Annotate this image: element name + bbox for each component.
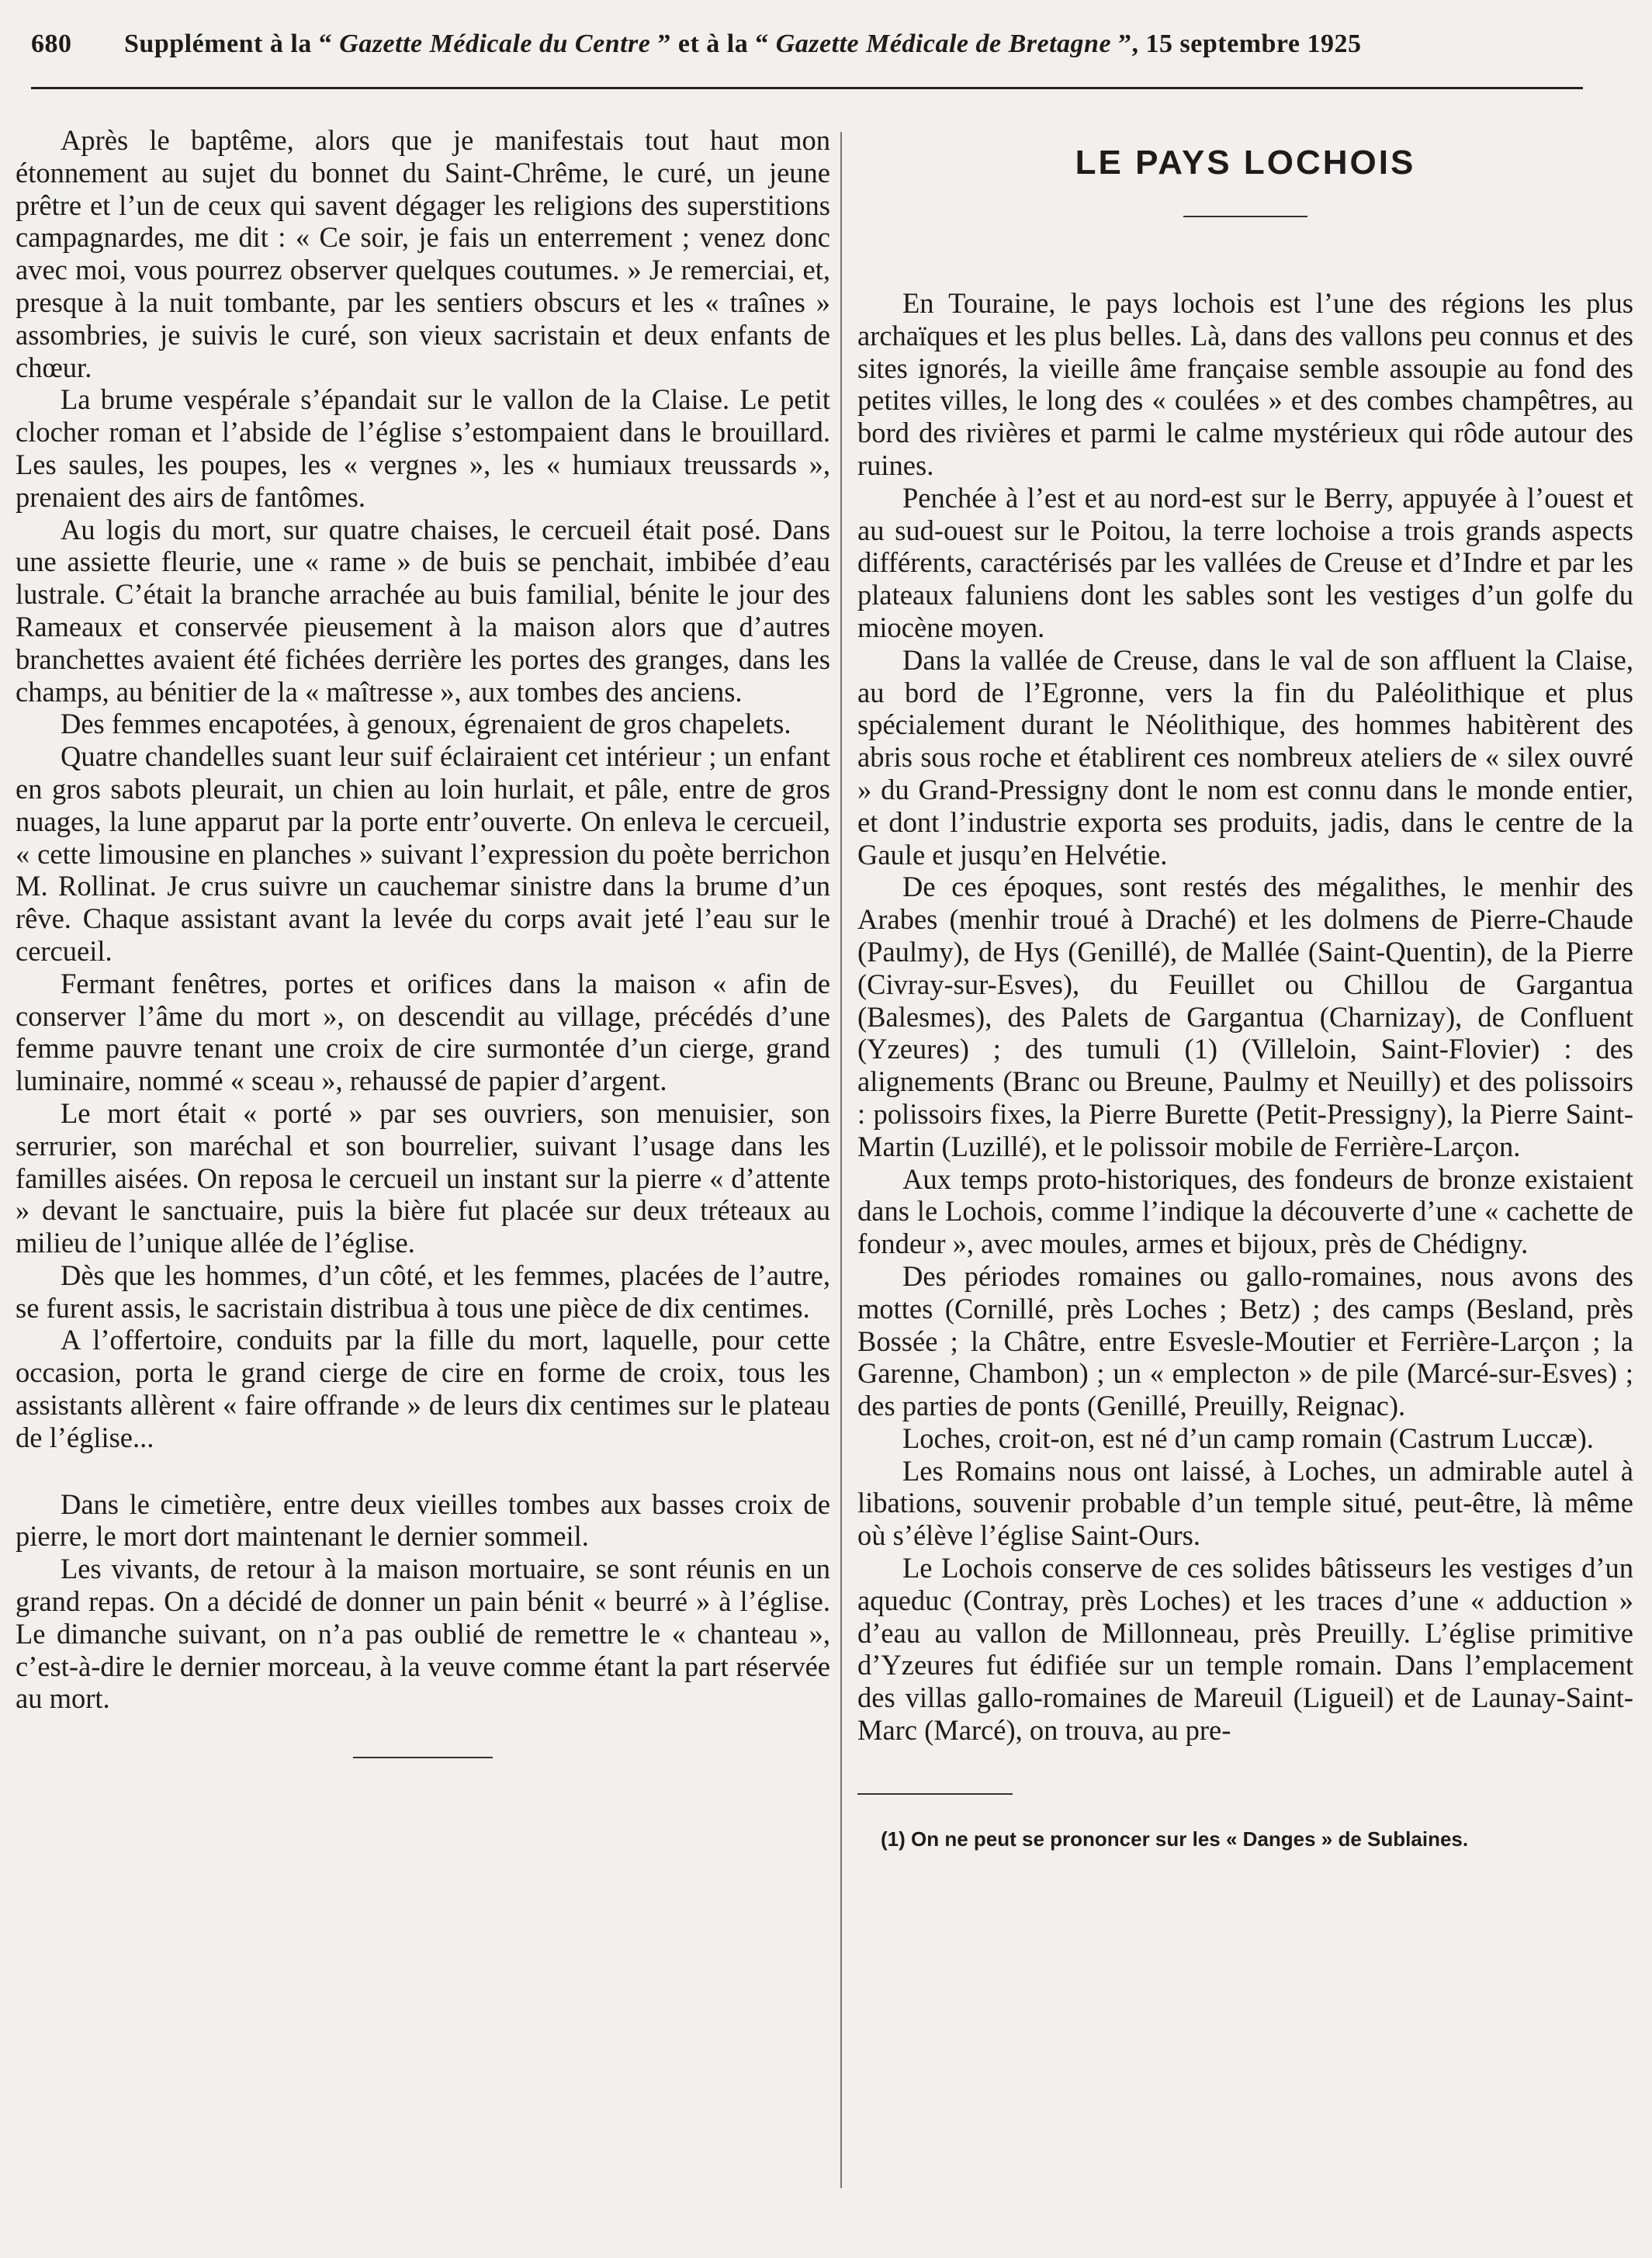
right-column	[857, 132, 1633, 1852]
paragraph: Le mort était « porté » par ses ouvriers, son menuisier, son serrurier, son maréchal et son bourrelier, suivant l’usage dans les familles aisées. On reposa le cercueil un instant sur la pierre « d’attente » devant le sanctuaire, puis la bière fut placée sur deux tréteaux au milieu de l’unique allée de l’église.	[16, 1096, 830, 1259]
running-head	[31, 29, 1583, 68]
journal-name-bretagne: Gazette Médicale de Bretagne	[775, 29, 1112, 58]
header-date: ”, 15 septembre 1925	[1111, 29, 1362, 58]
paragraph: A l’offertoire, conduits par la fille du mort, laquelle, pour cette occasion, porta le grand cierge de cire en forme de croix, tous les assistants allèrent « faire offrande » de leurs dix centimes sur le plateau de l’église...	[16, 1324, 830, 1453]
paragraph: Dans la vallée de Creuse, dans le val de son affluent la Claise, au bord de l’Egronne, vers la fin du Paléolithique et plus spécialement durant le Néolithique, des hommes habitèrent des abris sous roche et établirent ces nombreux ateliers de « silex ouvré » du Grand-Pressigny dont le nom est connu dans le monde entier, et dont l’industrie exporta ses produits, jadis, dans le centre de la Gaule et jusqu’en Helvétie.	[857, 643, 1633, 871]
paragraph: La brume vespérale s’épandait sur le vallon de la Claise. Le petit clocher roman et l’abside de l’église s’estompaient dans le brouillard. Les saules, les poupes, les « vergnes », les « humiaux treussards », prenaient des airs de fantômes.	[16, 383, 830, 513]
left-column	[16, 124, 830, 1758]
journal-name-centre: Gazette Médicale du Centre	[339, 29, 651, 58]
title-rule	[1183, 216, 1307, 217]
paragraph: Des femmes encapotées, à genoux, égrenaient de gros chapelets.	[61, 708, 791, 740]
paragraph: Après le baptême, alors que je manifestais tout haut mon étonnement au sujet du bonnet du Saint-Chrême, le curé, un jeune prêtre et l’un de ceux qui savent dégager les religions des superstitions campagnardes, me dit : « Ce soir, je fais un enterrement ; venez donc avec moi, vous pourrez observer quelques coutumes. » Je remerciai, et, presque à la nuit tombante, par les sentiers obscurs et les « traînes » assombries, je suivis le curé, son vieux sacristain et deux enfants de chœur.	[16, 124, 830, 383]
paragraph: Dans le cimetière, entre deux vieilles tombes aux basses croix de pierre, le mort dort maintenant le dernier sommeil.	[16, 1487, 830, 1553]
header-text-mid: ” et à la “	[650, 29, 776, 58]
header-rule	[31, 87, 1583, 89]
article-title: LE PAYS LOCHOIS	[1075, 144, 1416, 182]
paragraph: Les vivants, de retour à la maison mortuaire, se sont réunis en un grand repas. On a décidé de donner un pain bénit « beurré » à l’église. Le dimanche suivant, on n’a pas oublié de remettre le « chanteau », c’est-à-dire le dernier morceau, à la veuve comme étant la part réservée au mort.	[16, 1553, 830, 1715]
paragraph: Penchée à l’est et au nord-est sur le Berry, appuyée à l’ouest et au sud-ouest sur le Poitou, la terre lochoise a trois grands aspects différents, caractérisés par les vallées de Creuse et d’Indre et par les plateaux faluniens dont les sables sont les vestiges d’un golfe du miocène moyen.	[857, 481, 1633, 643]
footnote-rule	[857, 1793, 1013, 1795]
article-end-rule	[353, 1757, 493, 1758]
column-divider	[840, 132, 842, 2188]
paragraph: De ces époques, sont restés des mégalithes, le menhir des Arabes (menhir troué à Draché) et les dolmens de Pierre-Chaude (Paulmy), de Hys (Genillé), de Mallée (Saint-Quentin), de la Pierre (Civray-sur-Esves), du Feuillet ou Chillou de Gargantua (Balesmes), des Palets de Gargantua (Charnizay), de Confluent (Yzeures) ; des tumuli (1) (Villeloin, Saint-Flovier) : des alignements (Branc ou Breune, Paulmy et Neuilly) et des polissoirs : polissoirs fixes, la Pierre Burette (Petit-Pressigny), la Pierre Saint-Martin (Luzillé), et le polissoir mobile de Ferrière-Larçon.	[857, 871, 1633, 1162]
paragraph: Des périodes romaines ou gallo-romaines, nous avons des mottes (Cornillé, près Loches ; Betz) ; des camps (Besland, près Bossée ; la Châtre, entre Esvesle-Moutier et Ferrière-Larçon ; la Garenne, Chambon) ; un « emplecton » de pile (Marcé-sur-Esves) ; des parties de ponts (Genillé, Preuilly, Reignac).	[857, 1259, 1633, 1422]
paragraph: Au logis du mort, sur quatre chaises, le cercueil était posé. Dans une assiette fleurie, une « rame » de buis se penchait, imbibée d’eau lustrale. C’était la branche arrachée au buis familial, bénite le jour des Rameaux et conservée pieusement à la maison alors que d’autres branchettes avaient été fichées derrière les portes des granges, dans les champs, au bénitier de la « maîtresse », aux tombes des anciens.	[16, 513, 830, 708]
paragraph: Dès que les hommes, d’un côté, et les femmes, placées de l’autre, se furent assis, le sacristain distribua à tous une pièce de dix centimes.	[16, 1259, 830, 1324]
paragraph: En Touraine, le pays lochois est l’une des régions les plus archaïques et les plus belles. Là, dans des vallons peu connus et des sites ignorés, la vieille âme française semble assoupie au fond des petites villes, le long des « coulées » et des combes champêtres, au bord des rivières et parmi le calme mystérieux qui rôde autour des ruines.	[857, 287, 1633, 481]
footnote: (1) On ne peut se prononcer sur les « Danges » de Sublaines.	[881, 1827, 1469, 1851]
paragraph: Loches, croit-on, est né d’un camp romain (Castrum Luccæ).	[902, 1422, 1594, 1454]
header-text-start: Supplément à la “	[124, 29, 340, 58]
paragraph: Fermant fenêtres, portes et orifices dans la maison « afin de conserver l’âme du mort », on descendit au village, précédés d’une femme pauvre tenant une croix de cire surmontée d’un cierge, grand luminaire, nommé « sceau », rehaussé de papier d’argent.	[16, 967, 830, 1097]
paragraph: Les Romains nous ont laissé, à Loches, un admirable autel à libations, souvenir probable d’un temple situé, peut-être, là même où s’élève l’église Saint-Ours.	[857, 1454, 1633, 1552]
paragraph: Le Lochois conserve de ces solides bâtisseurs les vestiges d’un aqueduc (Contray, près Loches) et les traces d’une « adduction » d’eau au vallon de Millonneau, près Preuilly. L’église primitive d’Yzeures fut édifiée sur un temple romain. Dans l’emplacement des villas gallo-romaines de Mareuil (Ligueil) et de Launay-Saint-Marc (Marcé), on trouva, au pre-	[857, 1552, 1633, 1747]
paragraph: Aux temps proto-historiques, des fondeurs de bronze existaient dans le Lochois, comme l’indique la découverte d’une « cachette de fondeur », avec moules, armes et bijoux, près de Chédigny.	[857, 1162, 1633, 1260]
paragraph: Quatre chandelles suant leur suif éclairaient cet intérieur ; un enfant en gros sabots pleurait, un chien au loin hurlait, et pâle, entre de gros nuages, la lune apparut par la porte entr’ouverte. On enleva le cercueil, « cette limousine en planches » suivant l’expression du poète berrichon M. Rollinat. Je crus suivre un cauchemar sinistre dans la brume d’un rêve. Chaque assistant avant la levée du corps avait jeté l’eau sur le cercueil.	[16, 740, 830, 967]
page-number: 680	[31, 29, 72, 58]
